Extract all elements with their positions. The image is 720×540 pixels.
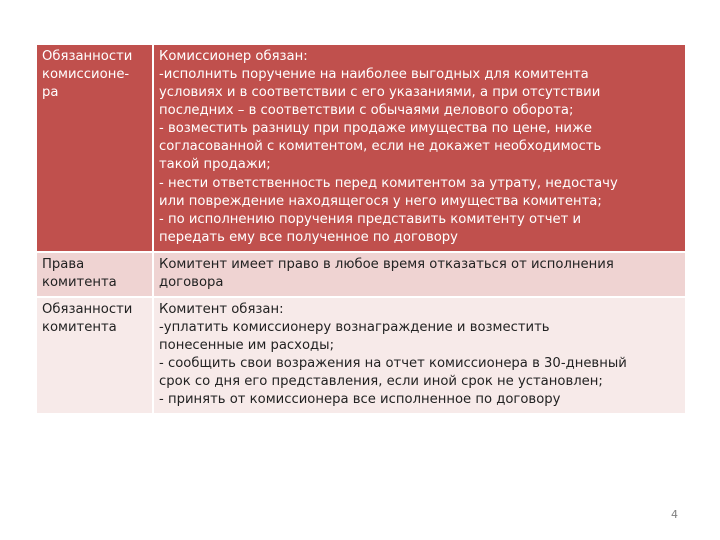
row-heading-line: комитента xyxy=(42,274,117,290)
content-line: Комиссионер обязан: xyxy=(159,49,308,64)
table-row-principal-rights xyxy=(37,252,685,297)
content-line: условиях и в соответствии с его указаниями, а при отсутствии xyxy=(159,85,601,101)
obligations-table xyxy=(37,45,685,415)
row-heading-line: Обязанности xyxy=(42,302,133,318)
content-line: -исполнить поручение на наиболее выгодных для комитента xyxy=(159,67,589,83)
row-heading-line: Обязанности xyxy=(42,49,133,64)
content-line: согласованной с комитентом, если не докажет необходимость xyxy=(159,139,602,155)
content-line: - принять от комиссионера все исполненное по договору xyxy=(159,392,561,408)
content-line: - по исполнению поручения представить комитенту отчет и xyxy=(159,211,582,227)
content-line: понесенные им расходы; xyxy=(159,338,335,354)
table-row-principal-obligations xyxy=(37,297,685,414)
content-line: - сообщить свои возражения на отчет комиссионера в 30-дневный xyxy=(159,356,627,372)
content-line: или повреждение находящегося у него имущества комитента; xyxy=(159,193,602,209)
content-line: такой продажи; xyxy=(159,157,271,173)
table-row-commission-agent-obligations xyxy=(37,45,685,252)
page-number: 4 xyxy=(671,508,678,521)
row-content-principal-rights xyxy=(153,252,685,297)
content-line: срок со дня его представления, если иной срок не установлен; xyxy=(159,374,603,390)
row-heading-principal-obligations xyxy=(37,297,153,414)
row-heading-commission-agent-obligations xyxy=(37,45,153,252)
content-line: -уплатить комиссионеру вознаграждение и возместить xyxy=(159,320,550,336)
row-heading-line: комитента xyxy=(42,320,117,336)
content-line: - нести ответственность перед комитентом за утрату, недостачу xyxy=(159,175,618,191)
row-content-principal-obligations xyxy=(153,297,685,414)
content-line: договора xyxy=(159,274,224,290)
row-content-commission-agent-obligations xyxy=(153,45,685,252)
row-heading-line: Права xyxy=(42,256,85,272)
row-heading-principal-rights xyxy=(37,252,153,297)
content-line: Комитент обязан: xyxy=(159,302,284,318)
content-line: Комитент имеет право в любое время отказаться от исполнения xyxy=(159,256,614,272)
content-line: - возместить разницу при продаже имущества по цене, ниже xyxy=(159,121,592,137)
content-line: последних – в соответствии с обычаями делового оборота; xyxy=(159,103,574,119)
row-heading-line: ра xyxy=(42,85,59,101)
content-line: передать ему все полученное по договору xyxy=(159,229,458,245)
row-heading-line: комиссионе- xyxy=(42,67,130,83)
